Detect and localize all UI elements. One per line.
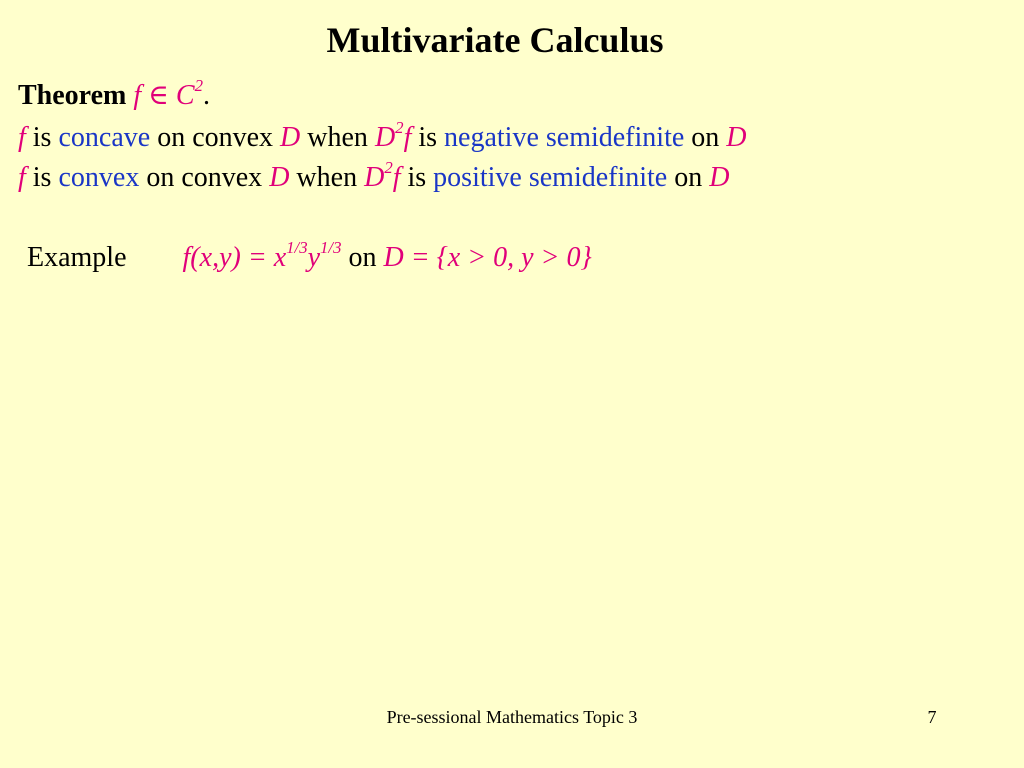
example-on: on (341, 242, 384, 273)
concave-hessian-d: D (374, 122, 396, 153)
concave-domain-end: D (726, 122, 747, 153)
convex-on-convex: on convex (139, 162, 270, 193)
theorem-period: . (202, 80, 210, 111)
convex-hessian-d: D (364, 162, 385, 193)
convex-is-2: is (400, 162, 434, 193)
concave-is: is (25, 122, 59, 153)
theorem-label: Theorem (18, 80, 127, 111)
concave-f: f (18, 122, 26, 153)
concave-hessian-f: f (403, 122, 412, 153)
convex-keyword: convex (58, 162, 140, 193)
theorem-line (18, 78, 210, 114)
page-number: 7 (927, 707, 937, 727)
convex-statement (18, 160, 729, 196)
positive-semidefinite: positive semidefinite (433, 162, 668, 193)
example-label: Example (27, 242, 127, 273)
concave-domain: D (280, 122, 301, 153)
convex-hessian-exponent: 2 (384, 158, 393, 178)
convex-is: is (25, 162, 59, 193)
footer-text: Pre-sessional Mathematics Topic 3 (386, 707, 638, 727)
negative-semidefinite: negative semidefinite (444, 122, 685, 153)
concave-is-2: is (411, 122, 445, 153)
convex-when: when (289, 162, 365, 193)
concave-hessian-exponent: 2 (395, 118, 404, 138)
convex-domain-end: D (709, 162, 730, 193)
theorem-element-of: ∈ (141, 80, 176, 111)
theorem-c: C (175, 80, 195, 111)
slide-title: Multivariate Calculus (326, 20, 664, 60)
concave-keyword: concave (58, 122, 151, 153)
theorem-f: f (133, 80, 142, 111)
example-domain: D = {x > 0, y > 0} (383, 242, 592, 273)
theorem-c-exponent: 2 (194, 76, 203, 96)
convex-f: f (18, 162, 26, 193)
example-x-exponent: 1/3 (286, 238, 308, 258)
concave-statement (18, 120, 747, 156)
concave-on: on (684, 122, 727, 153)
concave-when: when (300, 122, 375, 153)
concave-on-convex: on convex (150, 122, 281, 153)
convex-on: on (667, 162, 710, 193)
example-y: y (307, 242, 321, 273)
example-expression (182, 238, 592, 273)
example-y-exponent: 1/3 (320, 238, 342, 258)
convex-hessian-f: f (392, 162, 401, 193)
example-line (27, 240, 592, 276)
example-function: f(x,y) = x (182, 242, 287, 273)
convex-domain: D (269, 162, 290, 193)
